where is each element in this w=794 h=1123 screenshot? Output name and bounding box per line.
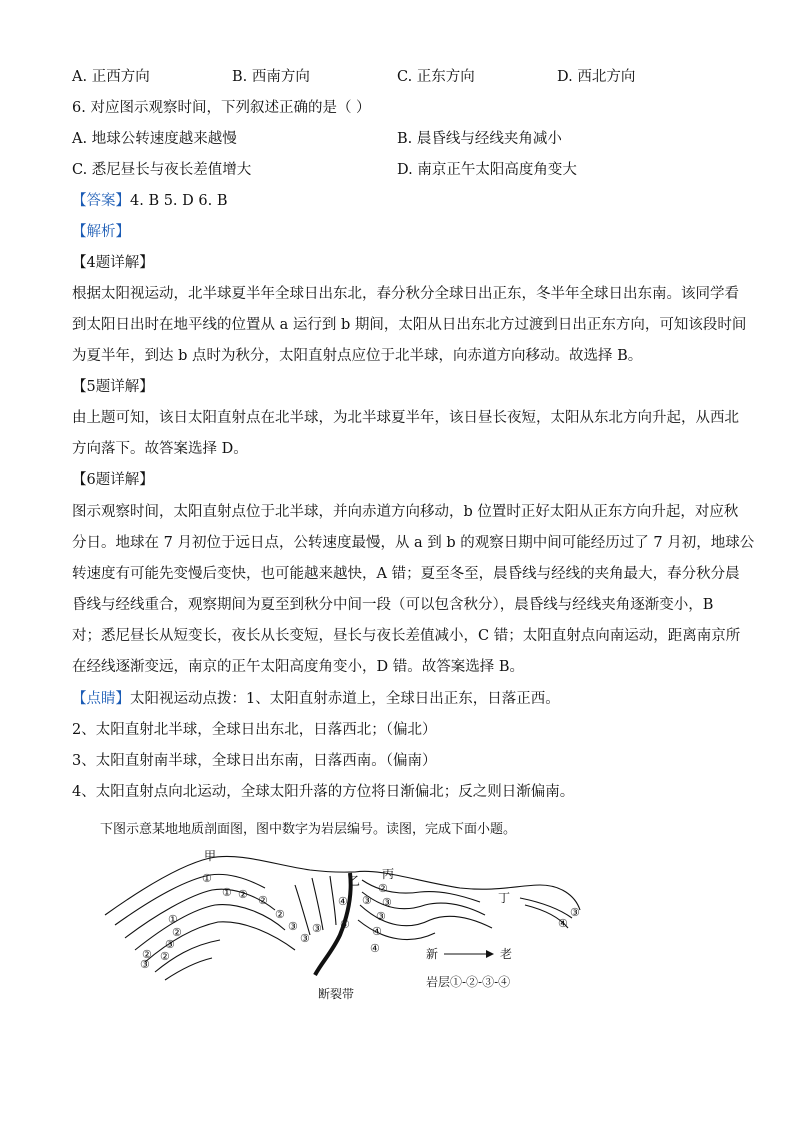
layer-number: ② — [275, 908, 285, 921]
layer-line — [125, 889, 275, 938]
layer-number: ③ — [300, 932, 310, 945]
q5-heading: 【5题详解】 — [72, 379, 154, 395]
layer-number: ④ — [372, 925, 382, 938]
answer-line — [72, 191, 228, 211]
q5-option-c: C. 正东方向 — [397, 69, 475, 85]
layer-line — [135, 905, 285, 950]
legend-layers: 岩层①-②-③-④ — [426, 975, 511, 989]
legend-arrowhead-icon — [486, 950, 494, 958]
layer-number: ④ — [370, 942, 380, 955]
q6-line-1: 图示观察时间，太阳直射点位于北半球，并向赤道方向移动，b 位置时正好太阳从正东方向升起，对应秋 — [72, 504, 739, 520]
layer-number: ② — [160, 950, 170, 963]
q6-option-b: B. 晨昏线与经线夹角减小 — [397, 131, 562, 147]
label-jia: 甲 — [204, 849, 217, 863]
q4-line-2: 到太阳日出时在地平线的位置从 a 运行到 b 期间，太阳从日出东北方过渡到日出正东方向，可知该段时间 — [72, 317, 747, 333]
q5-line-2: 方向落下。故答案选择 D。 — [72, 441, 248, 457]
q4-heading: 【4题详解】 — [72, 255, 154, 271]
figure-caption: 下图示意某地地质剖面图，图中数字为岩层编号。读图，完成下面小题。 — [100, 822, 517, 837]
q4-line-1: 根据太阳视运动，北半球夏半年全球日出东北，春分秋分全球日出正东，冬半年全球日出东南。该同学看 — [72, 286, 739, 302]
layer-number: ② — [142, 948, 152, 961]
q6-line-5: 对；悉尼昼长从短变长，夜长从长变短，昼长与夜长差值减小，C 错；太阳直射点向南运动，距离南京所 — [72, 628, 741, 644]
layer-number: ③ — [362, 894, 372, 907]
label-fault-zone: 断裂带 — [318, 987, 355, 1001]
layer-line — [165, 958, 212, 980]
tips-line-4: 4、太阳直射点向北运动，全球太阳升落的方位将日渐偏北；反之则日渐偏南。 — [72, 784, 575, 800]
legend-new: 新 — [426, 947, 439, 961]
layer-number: ② — [258, 894, 268, 907]
q5-option-b: B. 西南方向 — [232, 69, 310, 85]
answer-label: 【答案】 — [72, 193, 130, 209]
layer-number: ① — [168, 913, 178, 926]
label-ding: 丁 — [498, 891, 511, 905]
answer-text: 4. B 5. D 6. B — [130, 193, 228, 209]
q5-line-1: 由上题可知，该日太阳直射点在北半球，为北半球夏半年，该日昼长夜短，太阳从东北方向升起，从西北 — [72, 410, 739, 426]
layer-number: ③ — [288, 920, 298, 933]
label-yi: 乙 — [348, 874, 361, 888]
q6-stem: 6. 对应图示观察时间，下列叙述正确的是（ ） — [72, 100, 371, 116]
layer-number: ③ — [570, 906, 580, 919]
q6-heading: 【6题详解】 — [72, 472, 154, 488]
tips-label: 【点睛】 — [72, 691, 130, 707]
tips-first-line — [72, 689, 560, 709]
layer-number: ③ — [376, 910, 386, 923]
q6-option-a: A. 地球公转速度越来越慢 — [72, 131, 237, 147]
layer-number: ③ — [140, 958, 150, 971]
layer-number: ③ — [382, 896, 392, 909]
tips-first: 太阳视运动点拨：1、太阳直射赤道上，全球日出正东，日落正西。 — [130, 691, 560, 707]
layer-number: ③ — [312, 922, 322, 935]
q6-line-4: 昏线与经线重合，观察期间为夏至到秋分中间一段（可以包含秋分），晨昏线与经线夹角逐渐变小，B — [72, 597, 714, 613]
analysis-label: 【解析】 — [72, 224, 130, 240]
legend-old: 老 — [500, 947, 513, 961]
layer-number: ② — [172, 926, 182, 939]
q4-line-3: 为夏半年，到达 b 点时为秋分，太阳直射点应位于北半球，向赤道方向移动。故选择 B。 — [72, 348, 643, 364]
tips-line-3: 3、太阳直射南半球，全球日出东南，日落西南。（偏南） — [72, 753, 437, 769]
layer-number: ① — [202, 872, 212, 885]
q6-option-d: D. 南京正午太阳高度角变大 — [397, 162, 577, 178]
layer-number: ③ — [165, 938, 175, 951]
label-bing: 丙 — [382, 867, 395, 881]
layer-line — [520, 898, 572, 918]
tips-line-2: 2、太阳直射北半球，全球日出东北，日落西北；（偏北） — [72, 722, 437, 738]
layer-number: ② — [238, 888, 248, 901]
q6-line-2: 分日。地球在 7 月初位于远日点，公转速度最慢，从 a 到 b 的观察日期中间可能经历过了 7 月初，地球公 — [72, 535, 755, 551]
layer-line — [330, 876, 336, 925]
layer-number: ④ — [340, 918, 350, 931]
q6-line-3: 转速度有可能先变慢后变快，也可能越来越快，A 错；夏至冬至，晨昏线与经线的夹角最大，春分秋分晨 — [72, 566, 740, 582]
layer-number: ② — [378, 882, 388, 895]
q6-option-c: C. 悉尼昼长与夜长差值增大 — [72, 162, 252, 178]
q5-option-a: A. 正西方向 — [72, 69, 150, 85]
layer-number: ① — [222, 886, 232, 899]
q5-option-d: D. 西北方向 — [557, 69, 636, 85]
layer-number: ④ — [338, 895, 348, 908]
layer-number: ④ — [558, 917, 568, 930]
geologic-section-figure — [100, 840, 600, 1010]
q6-line-6: 在经线逐渐变远，南京的正午太阳高度角变小，D 错。故答案选择 B。 — [72, 659, 524, 675]
